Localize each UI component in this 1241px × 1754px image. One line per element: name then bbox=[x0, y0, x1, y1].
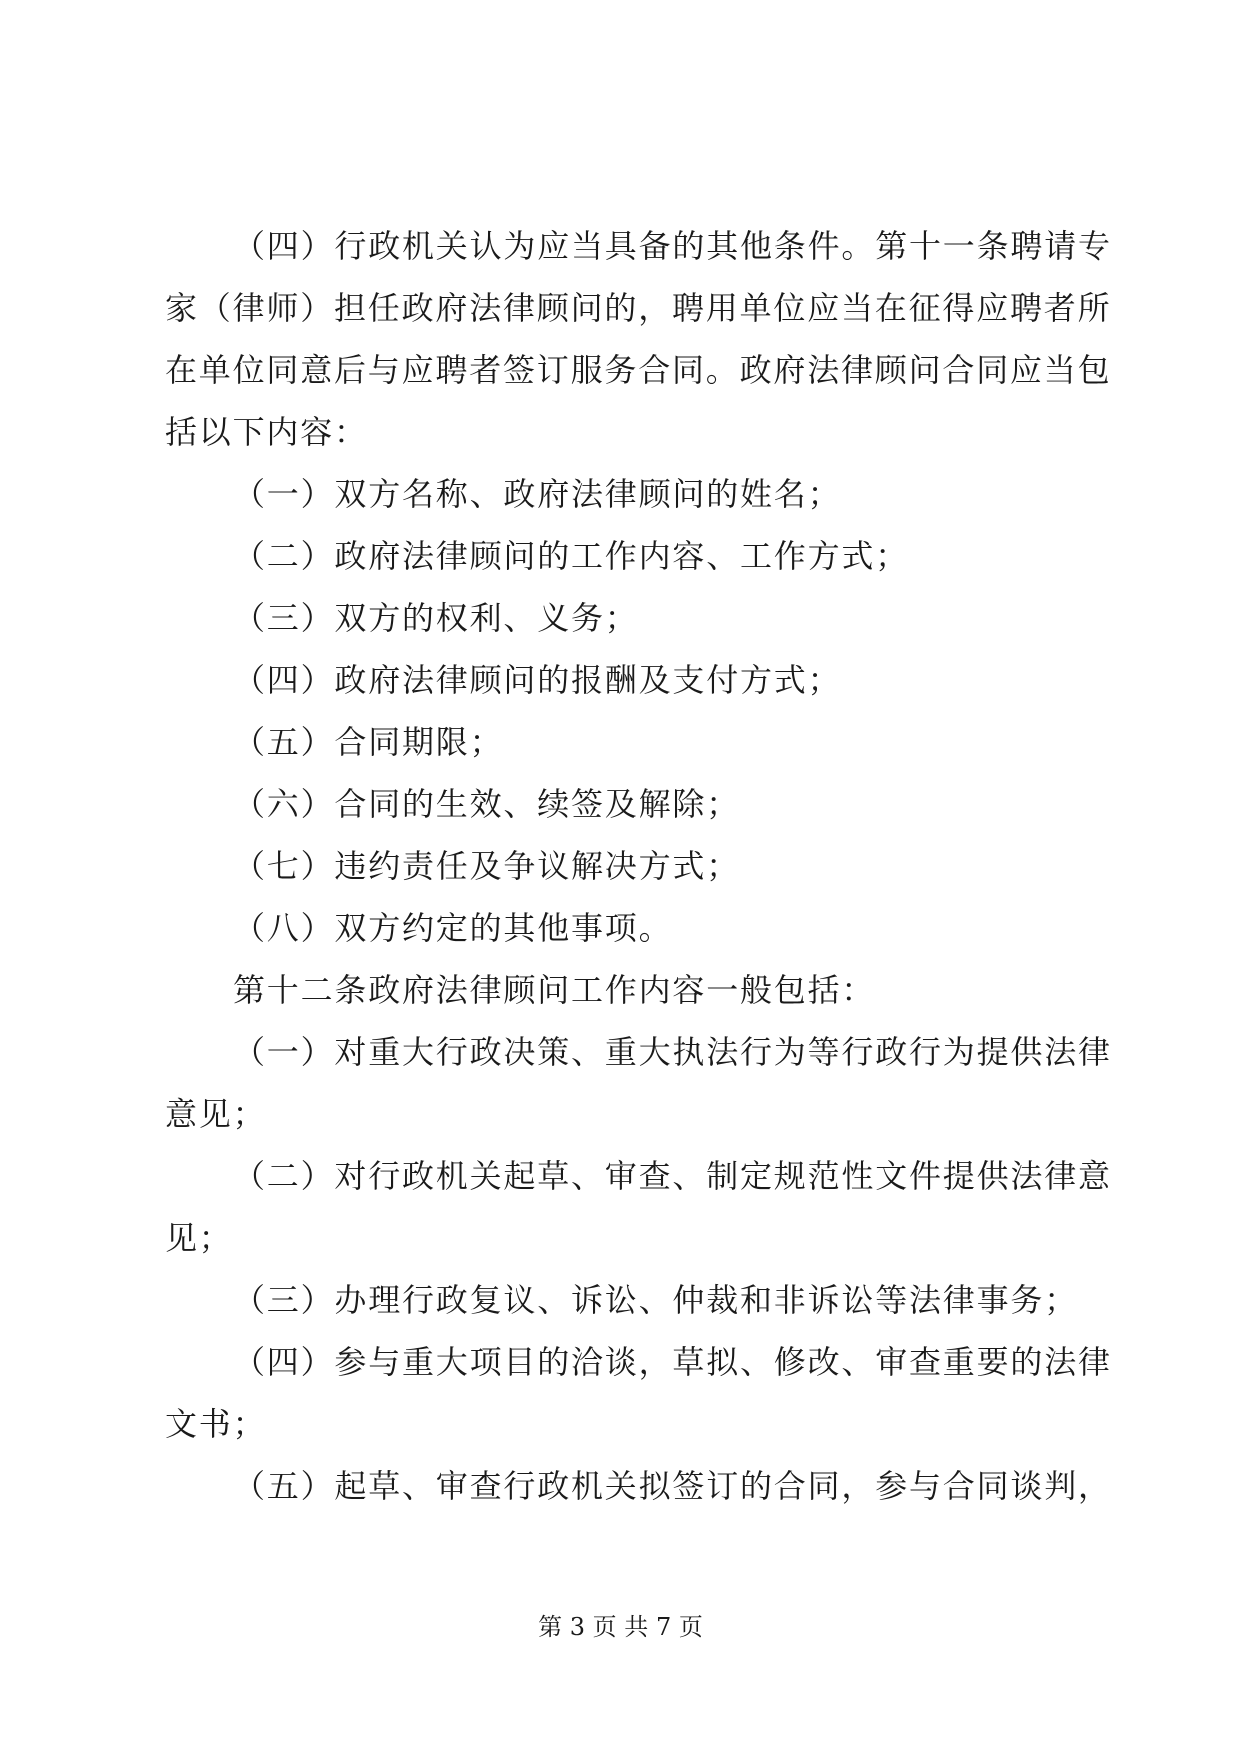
list-item: （七）违约责任及争议解决方式； bbox=[233, 847, 741, 885]
list-item-continuation: 文书； bbox=[165, 1405, 267, 1443]
paragraph-line: 括以下内容： bbox=[165, 413, 368, 451]
article-heading: 第十二条政府法律顾问工作内容一般包括： bbox=[233, 971, 876, 1009]
list-item: （二）对行政机关起草、审查、制定规范性文件提供法律意 bbox=[233, 1157, 1112, 1195]
paragraph-line: 家（律师）担任政府法律顾问的，聘用单位应当在征得应聘者所 bbox=[165, 289, 1112, 327]
list-item: （六）合同的生效、续签及解除； bbox=[233, 785, 741, 823]
list-item: （一）双方名称、政府法律顾问的姓名； bbox=[233, 475, 842, 513]
list-item: （八）双方约定的其他事项。 bbox=[233, 909, 673, 947]
list-item: （四）政府法律顾问的报酬及支付方式； bbox=[233, 661, 842, 699]
list-item-continuation: 意见； bbox=[165, 1095, 267, 1133]
list-item: （五）合同期限； bbox=[233, 723, 504, 761]
paragraph-line: （四）行政机关认为应当具备的其他条件。第十一条聘请专 bbox=[233, 227, 1112, 265]
page-number-footer: 第 3 页 共 7 页 bbox=[538, 1613, 703, 1641]
list-item: （二）政府法律顾问的工作内容、工作方式； bbox=[233, 537, 910, 575]
list-item-continuation: 见； bbox=[165, 1219, 233, 1257]
list-item: （三）双方的权利、义务； bbox=[233, 599, 639, 637]
list-item: （四）参与重大项目的洽谈，草拟、修改、审查重要的法律 bbox=[233, 1343, 1112, 1381]
list-item: （三）办理行政复议、诉讼、仲裁和非诉讼等法律事务； bbox=[233, 1281, 1079, 1319]
list-item: （一）对重大行政决策、重大执法行为等行政行为提供法律 bbox=[233, 1033, 1112, 1071]
paragraph-line: 在单位同意后与应聘者签订服务合同。政府法律顾问合同应当包 bbox=[165, 351, 1112, 389]
list-item: （五）起草、审查行政机关拟签订的合同，参与合同谈判， bbox=[233, 1467, 1112, 1505]
